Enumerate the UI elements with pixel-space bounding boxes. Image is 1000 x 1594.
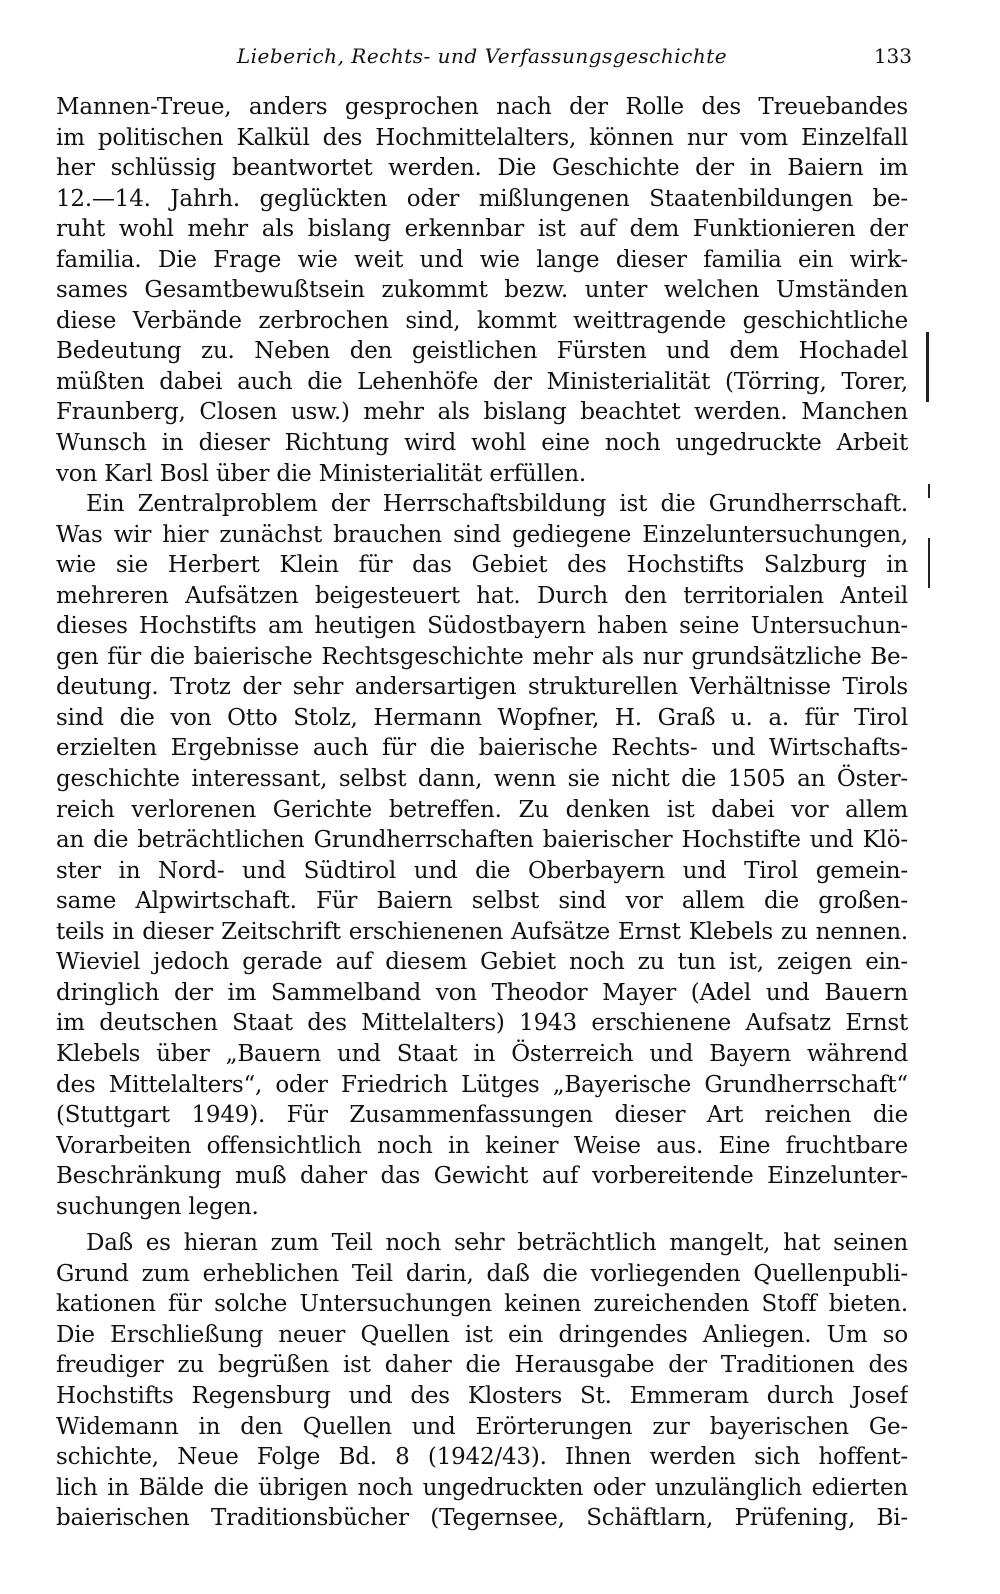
text-line: diese Verbände zerbrochen sind, kommt weittragende geschichtliche — [56, 307, 908, 334]
text-line: von Karl Bosl über die Ministerialität erfüllen. — [56, 460, 586, 487]
text-line: schichte, Neue Folge Bd. 8 (1942/43). Ihnen werden sich hoffent- — [56, 1444, 908, 1471]
text-line: Mannen-Treue, anders gesprochen nach der Rolle des Treuebandes — [56, 94, 908, 120]
margin-mark — [926, 332, 929, 402]
text-line: (Stuttgart 1949). Für Zusammenfassungen dieser Art reichen die — [56, 1102, 908, 1129]
text-line: geschichte interessant, selbst dann, wenn sie nicht die 1505 an Öster- — [56, 766, 908, 793]
text-line: suchungen legen. — [56, 1193, 259, 1220]
text-line: Fraunberg, Closen usw.) mehr als bislang beachtet werden. Manchen — [56, 399, 908, 426]
text-line: reich verlorenen Gerichte betreffen. Zu denken ist dabei vor allem — [56, 796, 908, 823]
text-line: Beschränkung muß daher das Gewicht auf vorbereitende Einzelunter- — [56, 1163, 908, 1190]
text-line: lich in Bälde die übrigen noch ungedruckten oder unzulänglich edierten — [56, 1474, 908, 1501]
margin-mark — [928, 484, 930, 498]
text-line: müßten dabei auch die Lehenhöfe der Ministerialität (Törring, Torer, — [56, 368, 908, 395]
text-line: im deutschen Staat des Mittelalters) 1943 erschienene Aufsatz Ernst — [56, 1010, 908, 1037]
text-line: sames Gesamtbewußtsein zukommt bezw. unter welchen Umständen — [56, 277, 908, 304]
text-line: Daß es hieran zum Teil noch sehr beträchtlich mangelt, hat seinen — [86, 1230, 908, 1257]
text-line: Wieviel jedoch gerade auf diesem Gebiet noch zu tun ist, zeigen ein- — [56, 949, 908, 976]
text-line: her schlüssig beantwortet werden. Die Geschichte der in Baiern im — [56, 155, 908, 182]
text-line: wie sie Herbert Klein für das Gebiet des Hochstifts Salzburg in — [56, 552, 908, 579]
text-line: Klebels über „Bauern und Staat in Österreich und Bayern während — [56, 1040, 908, 1067]
text-line: deutung. Trotz der sehr andersartigen strukturellen Verhältnisse Tirols — [56, 674, 908, 701]
text-line: 12.—14. Jahrh. geglückten oder mißlungenen Staatenbildungen be- — [56, 185, 908, 212]
margin-mark — [928, 538, 930, 588]
text-line: an die beträchtlichen Grundherrschaften baierischer Hochstifte und Klö- — [56, 827, 908, 854]
paragraph-1 — [56, 92, 908, 489]
text-line: Vorarbeiten offensichtlich noch in keiner Weise aus. Eine fruchtbare — [56, 1132, 908, 1159]
text-line: same Alpwirtschaft. Für Baiern selbst sind vor allem die großen- — [56, 888, 908, 915]
running-header — [52, 40, 912, 72]
text-line: Ein Zentralproblem der Herrschaftsbildung ist die Grundherrschaft. — [86, 491, 908, 518]
body-text — [56, 92, 908, 1534]
text-line: Die Erschließung neuer Quellen ist ein dringendes Anliegen. Um so — [56, 1321, 908, 1348]
text-line: baierischen Traditionsbücher (Tegernsee, Schäftlarn, Prüfening, Bi- — [56, 1505, 908, 1532]
text-line: gen für die baierische Rechtsgeschichte mehr als nur grundsätzliche Be- — [56, 643, 908, 670]
text-line: Was wir hier zunächst brauchen sind gediegene Einzeluntersuchungen, — [56, 521, 908, 548]
page-number: 133 — [873, 44, 912, 68]
text-line: ruht wohl mehr als bislang erkennbar ist auf dem Funktionieren der — [56, 216, 908, 243]
text-line: dringlich der im Sammelband von Theodor Mayer (Adel und Bauern — [56, 979, 908, 1006]
text-line: familia. Die Frage wie weit und wie lange dieser familia ein wirk- — [56, 246, 908, 273]
text-line: ster in Nord- und Südtirol und die Oberbayern und Tirol gemein- — [56, 857, 908, 884]
text-line: Hochstifts Regensburg und des Klosters St. Emmeram durch Josef — [56, 1382, 908, 1409]
text-line: teils in dieser Zeitschrift erschienenen Aufsätze Ernst Klebels zu nennen. — [56, 918, 908, 945]
text-line: Bedeutung zu. Neben den geistlichen Fürsten und dem Hochadel — [56, 338, 908, 365]
text-line: im politischen Kalkül des Hochmittelalters, können nur vom Einzelfall — [56, 124, 908, 151]
text-line: sind die von Otto Stolz, Hermann Wopfner, H. Graß u. a. für Tirol — [56, 704, 908, 731]
text-line: Wunsch in dieser Richtung wird wohl eine noch ungedruckte Arbeit — [56, 430, 908, 457]
paragraph-2 — [56, 489, 908, 1222]
paragraph-3 — [56, 1228, 908, 1533]
text-line: kationen für solche Untersuchungen keinen zureichenden Stoff bieten. — [56, 1291, 908, 1318]
text-line: mehreren Aufsätzen beigesteuert hat. Durch den territorialen Anteil — [56, 582, 908, 609]
running-title: Lieberich, Rechts- und Verfassungsgeschichte — [236, 44, 728, 68]
text-line: dieses Hochstifts am heutigen Südostbayern haben seine Untersuchun- — [56, 613, 908, 640]
text-line: des Mittelalters“, oder Friedrich Lütges „Bayerische Grundherrschaft“ — [56, 1071, 908, 1098]
text-line: Grund zum erheblichen Teil darin, daß die vorliegenden Quellenpubli- — [56, 1260, 908, 1287]
text-line: freudiger zu begrüßen ist daher die Herausgabe der Traditionen des — [56, 1352, 908, 1379]
text-line: erzielten Ergebnisse auch für die baierische Rechts- und Wirtschafts- — [56, 735, 908, 762]
text-line: Widemann in den Quellen und Erörterungen zur bayerischen Ge- — [56, 1413, 908, 1440]
